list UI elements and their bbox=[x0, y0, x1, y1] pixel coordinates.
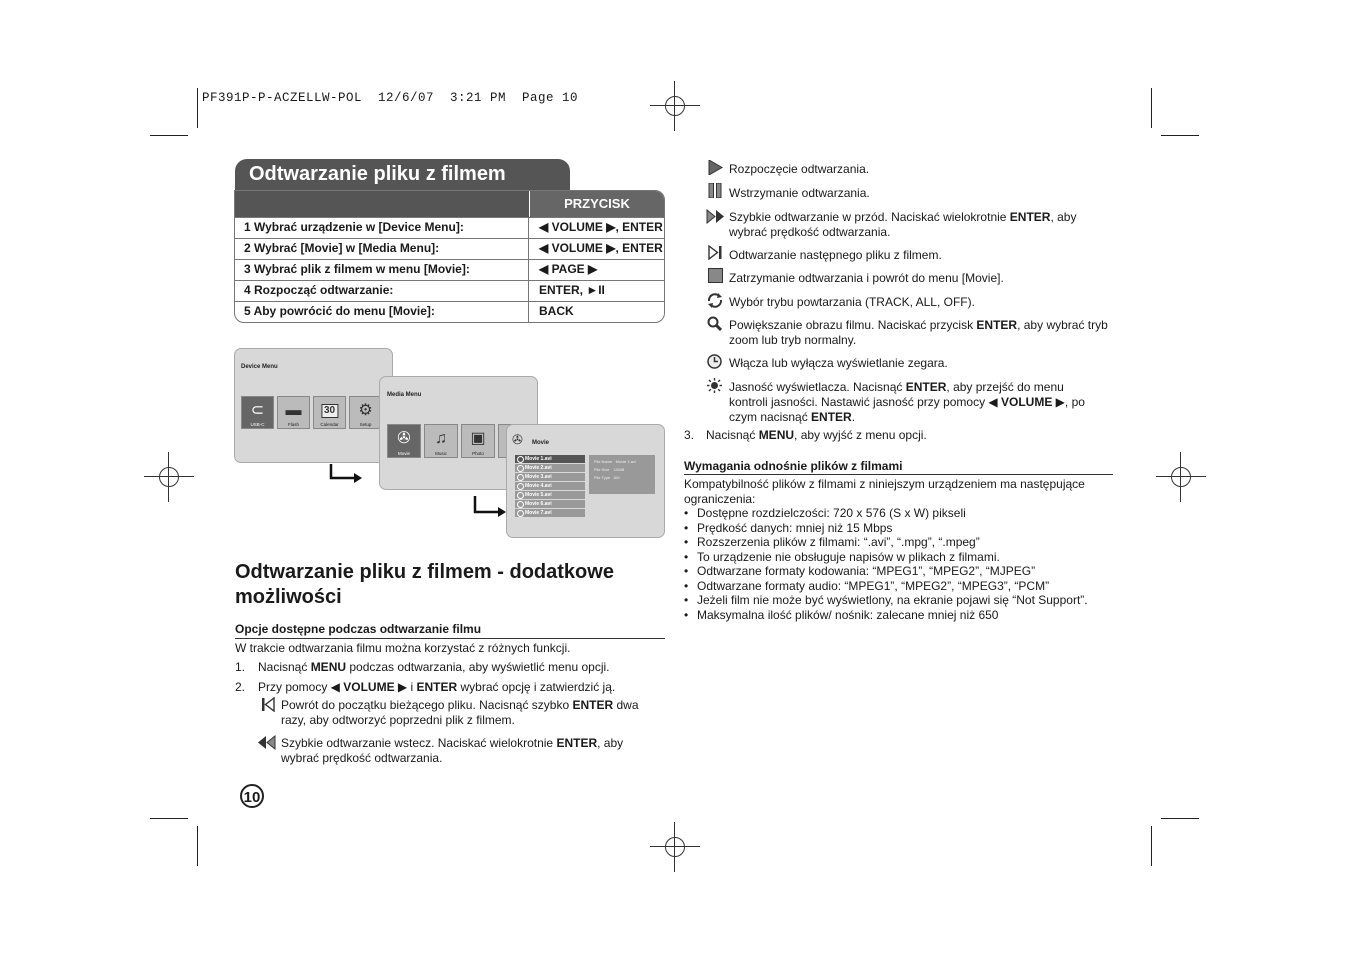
divider bbox=[684, 474, 1113, 475]
setup-tile: ⚙ Setup bbox=[349, 396, 382, 429]
arrow-icon bbox=[472, 494, 508, 518]
movie-tile: ✇ Movie bbox=[387, 424, 421, 458]
device-menu-screen: Device Menu ⊂ USB-C ▬ Flash 30 Calendar ⚙ Setup bbox=[234, 348, 393, 463]
registration-mark bbox=[650, 81, 700, 131]
film-reel-icon: ✇ bbox=[512, 432, 523, 447]
play-text: Rozpoczęcie odtwarzania. bbox=[729, 162, 870, 176]
movie-menu-screen: ✇ Movie Movie 1.avi Movie 2.avi Movie 3.avi Movie 4.avi Movie 5.avi Movie 6.avi Movie 7.avi File Name Movie 1.avi File Size 10MB File Type AVI bbox=[506, 424, 665, 538]
table-row: 2 Wybrać [Movie] w [Media Menu]: ◀ VOLUME ▶, ENTER bbox=[235, 238, 664, 259]
pause-text: Wstrzymanie odtwarzania. bbox=[729, 186, 870, 200]
media-menu-screen: Media Menu ✇ Movie ♫ Music ▣ Photo bbox=[379, 376, 538, 490]
crop-mark bbox=[1151, 88, 1152, 128]
ffwd-text: Szybkie odtwarzanie w przód. Naciskać wielokrotnie ENTER, aby wybrać prędkość odtwarzania. bbox=[729, 210, 1077, 239]
option-text: Szybkie odtwarzanie wstecz. Naciskać wielokrotnie ENTER, aby wybrać prędkość odtwarzania. bbox=[281, 736, 624, 765]
fast-forward-icon bbox=[706, 209, 725, 224]
stop-text: Zatrzymanie odtwarzania i powrót do menu [Movie]. bbox=[729, 271, 1004, 285]
list-item: Movie 1.avi bbox=[515, 455, 585, 463]
divider bbox=[235, 638, 665, 639]
next-text: Odtwarzanie następnego pliku z filmem. bbox=[729, 248, 942, 262]
step-text: Nacisnąć MENU podczas odtwarzania, aby wyświetlić menu opcji. bbox=[258, 660, 610, 674]
list-item: Movie 7.avi bbox=[515, 509, 585, 517]
step-number: 3. bbox=[684, 428, 695, 442]
clock-text: Włącza lub wyłącza wyświetlanie zegara. bbox=[729, 356, 948, 370]
table-row: 4 Rozpocząć odtwarzanie: ENTER, ►II bbox=[235, 280, 664, 301]
list-item: • Jeżeli film nie może być wyświetlony, na ekranie pojawi się “Not Support”. bbox=[684, 593, 1088, 608]
crop-mark bbox=[1161, 135, 1199, 136]
list-item: • Prędkość danych: mniej niż 15 Mbps bbox=[684, 521, 1088, 536]
requirements-list bbox=[684, 506, 1088, 622]
skip-previous-icon bbox=[261, 697, 276, 712]
crop-mark bbox=[1161, 818, 1199, 819]
pause-icon bbox=[708, 183, 723, 198]
stop-icon bbox=[708, 268, 723, 283]
intro-text: W trakcie odtwarzania filmu można korzystać z różnych funkcji. bbox=[235, 641, 571, 655]
calendar-tile: 30 Calendar bbox=[313, 396, 346, 429]
list-item: • Rozszerzenia plików z filmami: “.avi”, “.mpg”, “.mpeg” bbox=[684, 535, 1088, 550]
registration-mark bbox=[650, 822, 700, 872]
step-text: Nacisnąć MENU, aby wyjść z menu opcji. bbox=[706, 428, 927, 442]
brightness-icon bbox=[707, 378, 722, 393]
page-number: 10 bbox=[240, 784, 264, 808]
rewind-icon bbox=[257, 735, 276, 750]
step-number: 2. bbox=[235, 680, 246, 694]
crop-mark bbox=[1151, 826, 1152, 866]
requirements-heading: Wymagania odnośnie plików z filmami bbox=[684, 459, 903, 473]
play-icon bbox=[708, 160, 723, 175]
page-title: Odtwarzanie pliku z filmem bbox=[235, 159, 570, 191]
list-item: Movie 4.avi bbox=[515, 482, 585, 490]
skip-next-icon bbox=[708, 245, 723, 260]
arrow-icon bbox=[328, 462, 364, 484]
table-row: 5 Aby powrócić do menu [Movie]: BACK bbox=[235, 301, 664, 322]
zoom-text: Powiększanie obrazu filmu. Naciskać przycisk ENTER, aby wybrać tryb zoom lub tryb normalny. bbox=[729, 318, 1108, 347]
list-item: • Odtwarzane formaty audio: “MPEG1”, “MPEG2”, “MPEG3”, “PCM” bbox=[684, 579, 1088, 594]
crop-mark bbox=[150, 818, 188, 819]
table-row: 3 Wybrać plik z filmem w menu [Movie]: ◀ PAGE ▶ bbox=[235, 259, 664, 280]
crop-mark bbox=[150, 135, 188, 136]
calendar-icon: 30 bbox=[321, 404, 338, 418]
list-item: Movie 2.avi bbox=[515, 464, 585, 472]
usb-tile: ⊂ USB-C bbox=[241, 396, 274, 429]
list-item: • Odtwarzane formaty kodowania: “MPEG1”, “MPEG2”, “MJPEG” bbox=[684, 564, 1088, 579]
list-item: • To urządzenie nie obsługuje napisów w plikach z filmami. bbox=[684, 550, 1088, 565]
usb-icon: ⊂ bbox=[250, 401, 265, 419]
print-slug: PF391P-P-ACZELLW-POL 12/6/07 3:21 PM Page 10 bbox=[202, 91, 579, 105]
registration-mark bbox=[144, 452, 194, 502]
photo-tile: ▣ Photo bbox=[461, 424, 495, 458]
crop-mark bbox=[197, 88, 198, 128]
zoom-icon bbox=[707, 316, 722, 331]
step-text: Przy pomocy ◀ VOLUME ▶ i ENTER wybrać opcję i zatwierdzić ją. bbox=[258, 680, 616, 694]
requirements-intro: Kompatybilność plików z filmami z niniejszym urządzeniem ma następujące ograniczenia: bbox=[684, 477, 1085, 506]
file-info-box: File Name Movie 1.avi File Size 10MB File Type AVI bbox=[589, 455, 655, 494]
steps-table bbox=[234, 190, 665, 323]
gear-icon: ⚙ bbox=[358, 401, 373, 419]
table-header: PRZYCISK bbox=[529, 191, 664, 217]
photo-icon: ▣ bbox=[470, 430, 486, 448]
crop-mark bbox=[197, 826, 198, 866]
repeat-icon bbox=[706, 292, 724, 309]
list-item: Movie 3.avi bbox=[515, 473, 585, 481]
memory-card-icon: ▬ bbox=[285, 401, 302, 419]
list-item: • Dostępne rozdzielczości: 720 x 576 (S x W) pikseli bbox=[684, 506, 1088, 521]
subheading: Opcje dostępne podczas odtwarzanie filmu bbox=[235, 622, 482, 636]
registration-mark bbox=[1156, 452, 1206, 502]
brightness-text: Jasność wyświetlacza. Nacisnąć ENTER, aby przejść do menu kontroli jasności. Nastawić jasność przy pomocy ◀ VOLUME ▶, po czym nacisnąć ENTER. bbox=[729, 380, 1085, 424]
list-item: Movie 5.avi bbox=[515, 491, 585, 499]
movie-file-list bbox=[515, 455, 585, 518]
section-title: Odtwarzanie pliku z filmem - dodatkowe możliwości bbox=[235, 561, 614, 608]
option-text: Powrót do początku bieżącego pliku. Nacisnąć szybko ENTER dwa razy, aby odtworzyć poprzedni plik z filmem. bbox=[281, 698, 639, 727]
music-note-icon: ♫ bbox=[435, 430, 447, 448]
list-item: • Maksymalna ilość plików/ nośnik: zalecane mniej niż 650 bbox=[684, 608, 1088, 623]
clock-icon bbox=[707, 354, 722, 369]
list-item: Movie 6.avi bbox=[515, 500, 585, 508]
film-reel-icon: ✇ bbox=[397, 430, 411, 448]
repeat-text: Wybór trybu powtarzania (TRACK, ALL, OFF). bbox=[729, 295, 975, 309]
step-number: 1. bbox=[235, 660, 246, 674]
table-row: 1 Wybrać urządzenie w [Device Menu]: ◀ VOLUME ▶, ENTER bbox=[235, 217, 664, 238]
music-tile: ♫ Music bbox=[424, 424, 458, 458]
flash-tile: ▬ Flash bbox=[277, 396, 310, 429]
